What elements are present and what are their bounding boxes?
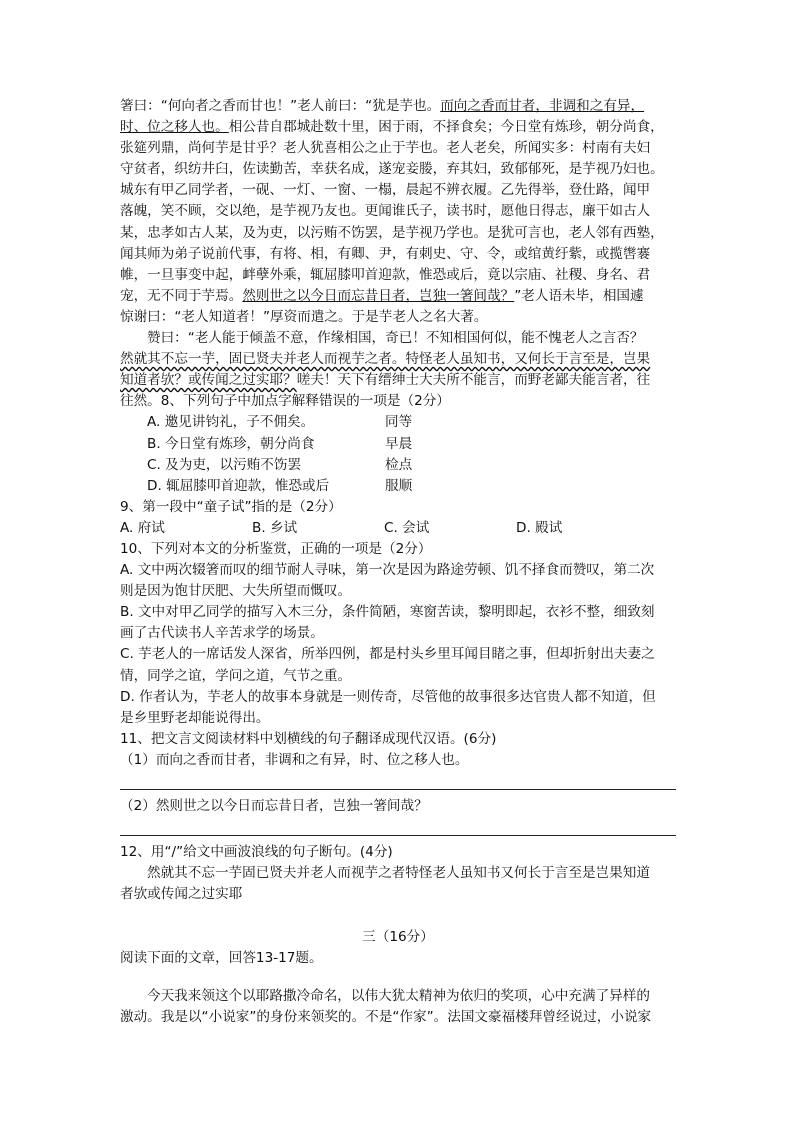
passage-line: 闻其师为弟子说前代事，有将、相，有卿、尹，有刺史、守、令，或绾黄纡紫，或揽辔褰 — [120, 245, 651, 262]
option-b: B. 今日堂有炼珍，朝分尚食 早晨 — [147, 435, 413, 452]
option-b-cont: 画了古代读书人辛苦求学的场景。 — [120, 625, 324, 642]
underlined-sentence-2: 然则世之以今日而忘昔日者，岂独一箸间哉？ — [242, 287, 515, 304]
question-10-stem: 10、下列对本文的分析鉴赏，正确的一项是（2分） — [120, 540, 432, 557]
answer-line[interactable] — [120, 817, 676, 836]
option-c: C. 芋老人的一席话发人深省，所举四例，都是村头乡里耳闻目睹之事，但却折射出夫妻之 — [120, 646, 655, 663]
passage-line: 时、位之移人也。相公昔自郡城赴数十里，困于雨，不择食矣；今日堂有炼珍，朝分尚食， — [120, 119, 664, 136]
passage — [120, 96, 676, 412]
option-b: B. 文中对甲乙同学的描写入木三分，条件简陋，寒窗苦读，黎明即起，衣衫不整，细致刻 — [120, 604, 655, 621]
passage-line: 惊谢曰：“老人知道者！”厚资而遣之。于是芋老人之名大著。 — [120, 308, 488, 325]
zan-line — [120, 349, 676, 370]
wavy-sentence-cont: 知道者欤？或传闻之过实耶？ — [120, 372, 297, 389]
question-12-text-cont: 者欤或传闻之过实耶 — [120, 886, 243, 903]
question-11-item-1: （1）而向之香而甘者，非调和之有异，时、位之移人也。 — [120, 751, 469, 768]
option-a: A. 邀见讲钧礼，子不佣矣。 同等 — [147, 414, 413, 431]
passage-line: 帷，一旦事变中起，衅孽外乘，辄屈膝叩首迎款，惟恐或后，竟以宗庙、社稷、身名、君 — [120, 266, 651, 283]
zan-line: 知道者欤？或传闻之过实耶？嗟夫！天下有缙绅士大夫所不能言，而野老鄙夫能言者，往 — [120, 372, 651, 389]
option-c: C. 会试 — [384, 519, 430, 536]
option-d: D. 殿试 — [516, 519, 563, 536]
option-a-cont: 则是因为饱甘厌肥、大失所望而慨叹。 — [120, 583, 352, 600]
option-c: C. 及为吏，以污贿不饬罢 检点 — [147, 456, 413, 473]
question-8-options — [120, 412, 676, 496]
wavy-sentence: 然就其不忘一芋，固已贤夫并老人而视芋之者。特怪老人虽知书，又何长于言至是，岂果 — [120, 351, 651, 368]
passage-line: 落魄，笑不顾，交以绝，是芋视乃友也。更闻谁氏子，读书时，愿他日得志，廉干如古人 — [120, 203, 651, 220]
article-line: 激动。我是以“小说家”的身份来领奖的。不是“作家”。法国文豪福楼拜曾经说过，小说家 — [120, 1008, 652, 1025]
option-d-cont: 是乡里野老却能说得出。 — [120, 709, 270, 726]
answer-line[interactable] — [120, 771, 676, 790]
option-a: A. 府试 — [120, 519, 165, 536]
passage-line: 某，忠孝如古人某，及为吏，以污贿不饬罢，是芋视乃学也。是犹可言也，老人邻有西塾， — [120, 224, 664, 241]
passage-line: 宠，无不同于芋焉。然则世之以今日而忘昔日者，岂独一箸间哉？”老人语未毕，相国遽 — [120, 287, 644, 304]
zan-line: 赞曰：“老人能于倾盖不意，作缘相国，奇已！不知相国何似，能不愧老人之言否？ — [147, 330, 644, 347]
underlined-sentence-1: 而向之香而甘者，非调和之有异， — [440, 98, 645, 114]
question-9-options — [120, 518, 676, 539]
question-12-stem: 12、用“/”给文中画波浪线的句子断句。(4分) — [120, 844, 393, 861]
option-c-cont: 情，同学之谊，学问之道，气节之重。 — [120, 667, 352, 684]
underlined-sentence-1-cont: 时、位之移人也。 — [120, 119, 229, 136]
section-title: 三（16分） — [362, 929, 434, 946]
passage-line: 城东有甲乙同学者，一砚、一灯、一窗、一榻，晨起不辨衣履。乙先得举，登仕路，闻甲 — [120, 182, 651, 199]
question-11-stem: 11、把文言文阅读材料中划横线的句子翻译成现代汉语。(6分) — [120, 730, 497, 747]
option-b: B. 乡试 — [252, 519, 298, 536]
question-11-item-2: （2）然则世之以今日而忘昔日者，岂独一箸间哉？ — [120, 798, 428, 814]
article-line: 今天我来领这个以耶路撒冷命名，以伟大犹太精神为依归的奖项，心中充满了异样的 — [147, 987, 650, 1004]
option-d: D. 作者认为，芋老人的故事本身就是一则传奇，尽管他的故事很多达官贵人都不知道，但 — [120, 688, 656, 705]
passage-line: 守贫者，织纺井臼，佐读勤苦，幸获名成，遂宠妾媵，弃其妇，致郁郁死，是芋视乃妇也。 — [120, 161, 664, 178]
question-9-stem: 9、第一段中“童子试”指的是（2分） — [120, 498, 342, 515]
question-8-stem: 往然。8、下列句子中加点字解释错误的一项是（2分） — [120, 393, 450, 410]
option-d: D. 辄屈膝叩首迎款，惟恐或后 服顺 — [147, 477, 413, 494]
question-12-text: 然就其不忘一芋固已贤夫并老人而视芋之者特怪老人虽知书又何长于言至是岂果知道 — [147, 865, 650, 882]
section-intro: 阅读下面的文章，回答13-17题。 — [120, 950, 323, 967]
passage-line: 箸曰：“何向者之香而甘也！”老人前曰：“犹是芋也。而向之香而甘者，非调和之有异， — [120, 98, 645, 114]
option-a: A. 文中两次辍箸而叹的细节耐人寻味，第一次是因为路途劳顿、饥不择食而赞叹，第二次 — [120, 562, 655, 579]
exam-page — [120, 96, 676, 1028]
passage-line: 张筵列鼎，尚何芋是甘乎？老人犹喜相公之止于芋也。老人老矣，所闻实多：村南有夫妇 — [120, 140, 651, 157]
